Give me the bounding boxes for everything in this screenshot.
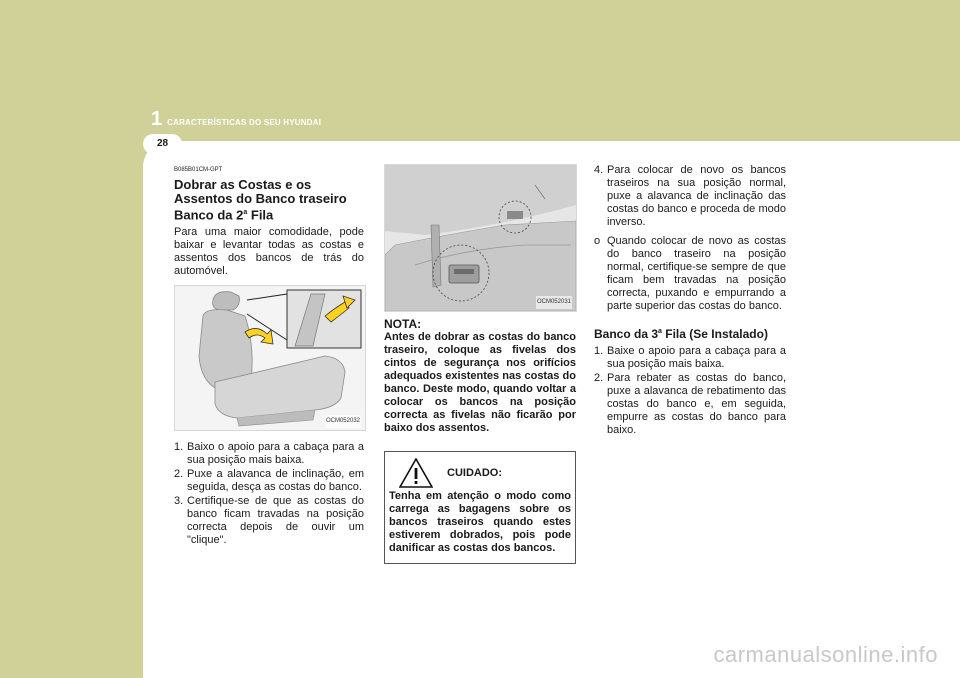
subheading-part1: Banco da 3 [594,327,659,341]
column-left [174,164,364,548]
caution-title: CUIDADO: [447,466,502,479]
return-steps-list [594,164,786,313]
watermark: carmanualsonline.info [713,642,938,667]
list-text: Baixo o apoio para a cabaça para a sua posição mais baixa. [187,441,364,467]
list-marker: 3. [174,495,184,508]
list-marker: 1. [594,345,604,357]
list-marker: 4. [594,164,604,176]
list-text: Para colocar de novo os bancos traseiros na sua posição normal, puxe a alavanca de inclinação das costas do banco e proceda de modo inverso. [607,164,786,228]
list-marker: 2. [174,468,184,481]
subheading-sup: a [658,328,662,335]
list-text: Certifique-se de que as costas do banco ficam travadas na posição correcta depois de ouvir um "clique". [187,495,364,547]
heading-part1: Dobrar as Costas e os Assentos do Banco traseiro [174,177,347,206]
caution-header [389,458,571,488]
list-item [174,441,364,467]
list-text: Quando colocar de novo as costas do banco traseiro na posição normal, certifique-se sempre de que ficam bem travadas na posição correcta, puxando e empurrando a parte superior das costas do banco. [607,235,786,312]
list-marker: 1. [174,441,184,454]
list-item [594,235,786,313]
page-number: 28 [143,134,182,154]
list-item [594,345,786,371]
seat-illustration [175,286,365,430]
heading-part2: Banco da 2 [174,207,244,223]
section-code: B085B01CM-GPT [174,167,223,173]
list-marker: 2. [594,372,604,384]
list-item [594,164,786,229]
column-middle [384,164,576,564]
seat-fold-figure [174,285,366,431]
steps-list [174,441,364,547]
subheading-part2: Fila (Se Instalado) [661,327,768,341]
note-title: NOTA: [384,317,422,331]
chapter-title: CARACTERÍSTICAS DO SEU HYUNDAI [167,118,322,127]
third-row-heading [594,325,786,341]
intro-paragraph: Para uma maior comodidade, pode baixar e levantar todas as costas e assentos dos bancos de trás do automóvel. [174,226,364,278]
figure-label: OCM052032 [325,415,361,428]
caution-box [384,451,576,564]
list-item [174,495,364,547]
chapter-number: 1 [151,108,163,130]
third-row-steps-list [594,345,786,437]
chapter-header [151,108,321,131]
list-marker: o [594,235,601,247]
column-right [594,164,786,438]
list-text: Para rebater as costas do banco, puxe a alavanca de rebatimento das costas do banco e, em seguida, empurre as costas do banco para baixo. [607,372,786,436]
seatbelt-illustration [385,165,576,311]
heading-sup: a [243,209,248,216]
seatbelt-figure [384,164,577,312]
list-text: Puxe a alavanca de inclinação, em seguida, desça as costas do banco. [187,468,364,494]
list-text: Baixe o apoio para a cabaça para a sua posição mais baixa. [607,345,786,370]
list-item [594,372,786,437]
note-body: Antes de dobrar as costas do banco traseiro, coloque as fivelas dos cintos de segurança nos orifícios adequados existentes nas costas do banco. Deste modo, quando voltar a colocar os bancos na posição correcta as fivelas não ficarão por baixo dos assentos. [384,331,576,434]
figure-label: OCM052031 [536,296,572,309]
section-heading [174,178,364,222]
warning-icon [399,458,433,488]
caution-body: Tenha em atenção o modo como carrega as bagagens sobre os bancos traseiros quando estes estiverem dobrados, pois pode danificar as costas dos bancos. [389,490,571,554]
list-item [174,468,364,494]
heading-part3: Fila [247,207,274,223]
